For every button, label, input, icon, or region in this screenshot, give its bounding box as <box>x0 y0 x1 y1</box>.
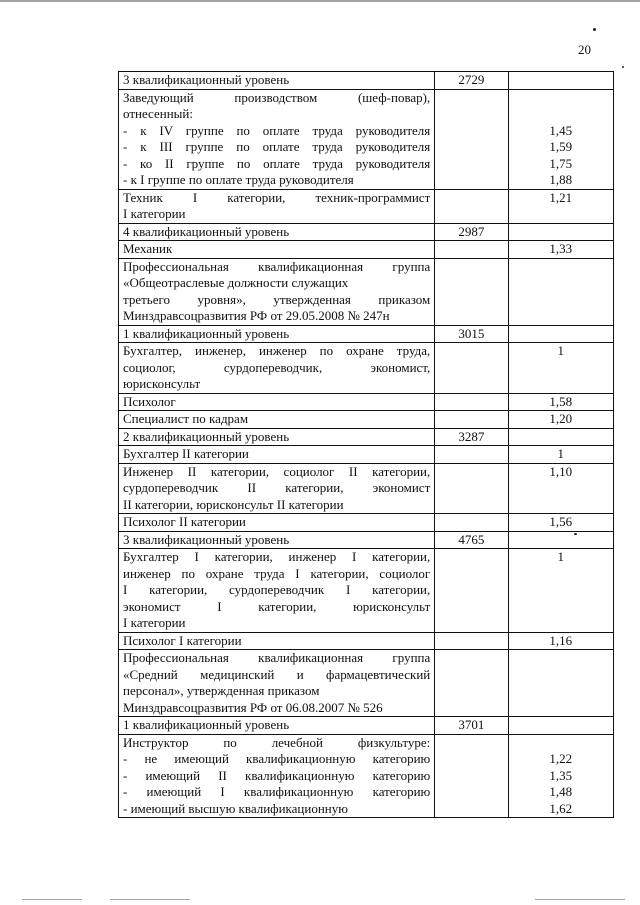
position-text-line: - имеющий высшую квалификационную <box>123 800 348 816</box>
base-salary-cell: 3015 <box>435 325 508 343</box>
base-salary-cell <box>435 650 508 717</box>
coefficient-cell <box>508 514 613 532</box>
coefficient-value: 1,16 <box>549 632 573 648</box>
table-row <box>119 72 614 90</box>
coefficient-value: 1,58 <box>549 393 573 409</box>
base-salary-cell: 3701 <box>435 717 508 735</box>
position-text-line: юрисконсульт <box>123 376 201 391</box>
base-salary-cell: 2729 <box>435 72 508 90</box>
table-row <box>119 89 614 189</box>
position-text-line: - ко II группе по оплате труда руководителя <box>123 155 431 171</box>
position-text-line: II категории, юрисконсульт II категории <box>123 496 344 512</box>
position-cell <box>119 241 435 259</box>
base-salary-cell <box>435 89 508 189</box>
position-cell <box>119 325 435 343</box>
position-cell <box>119 428 435 446</box>
position-text-line: Бухгалтер I категории, инженер I категории, <box>123 549 431 564</box>
position-text-line: I категории <box>123 206 186 221</box>
position-cell <box>119 189 435 223</box>
position-text-line: I категории, сурдопереводчик I категории, <box>123 582 431 597</box>
base-salary-cell: 2987 <box>435 223 508 241</box>
position-text-line: Инструктор по лечебной физкультуре: <box>123 734 431 750</box>
coefficient-value: 1,21 <box>549 189 573 205</box>
position-text-line: 2 квалификационный уровень <box>123 428 290 444</box>
table-row <box>119 632 614 650</box>
position-text-line: Бухгалтер, инженер, инженер по охране труда, <box>123 343 431 358</box>
position-text-line: Техник I категории, техник-программист <box>123 189 431 205</box>
position-cell <box>119 717 435 735</box>
position-text-line: 4 квалификационный уровень <box>123 223 290 239</box>
table-row <box>119 428 614 446</box>
coefficient-value: 1 <box>557 549 565 564</box>
position-cell <box>119 734 435 818</box>
coefficient-value <box>513 90 609 107</box>
base-salary-cell: 4765 <box>435 531 508 549</box>
position-cell <box>119 343 435 394</box>
coefficient-cell <box>508 393 613 411</box>
base-salary-cell <box>435 241 508 259</box>
position-text-line: «Средний медицинский и фармацевтический <box>123 666 431 682</box>
base-salary-cell <box>435 632 508 650</box>
position-text-line: «Общеотраслевые должности служащих <box>123 275 349 290</box>
base-salary-cell: 3287 <box>435 428 508 446</box>
position-text-line: инженер по охране труда I категории, социолог <box>123 565 431 581</box>
coefficient-value: 1,10 <box>549 463 573 479</box>
base-salary-cell <box>435 411 508 429</box>
position-cell <box>119 463 435 514</box>
table-row <box>119 411 614 429</box>
table-row <box>119 393 614 411</box>
table-row <box>119 549 614 633</box>
coefficient-value: 1,45 <box>549 122 573 138</box>
scan-dot <box>622 66 624 68</box>
coefficient-cell <box>508 650 613 717</box>
position-text-line: Профессиональная квалификационная группа <box>123 650 431 665</box>
coefficient-value: 1,88 <box>549 172 573 187</box>
coefficient-value: 1,33 <box>549 241 573 256</box>
position-text-line: Минздравсоцразвития РФ от 29.05.2008 № 247н <box>123 308 390 323</box>
position-text-line: Бухгалтер II категории <box>123 446 249 461</box>
position-text-line: Заведующий производством (шеф-повар), <box>123 89 431 105</box>
scan-dot <box>593 28 596 31</box>
coefficient-cell <box>508 89 613 189</box>
scan-bottom-edge <box>22 899 82 900</box>
position-text-line: - имеющий II квалификационную категорию <box>123 767 431 783</box>
coefficient-cell <box>508 343 613 394</box>
coefficient-value: 1,59 <box>549 139 573 154</box>
coefficient-value: 1,35 <box>549 767 573 783</box>
position-text-line: Профессиональная квалификационная группа <box>123 258 431 274</box>
coefficient-cell <box>508 531 613 549</box>
table-row <box>119 258 614 325</box>
coefficient-value: 1,48 <box>549 784 573 799</box>
coefficient-cell <box>508 734 613 818</box>
position-cell <box>119 411 435 429</box>
base-salary-cell <box>435 343 508 394</box>
coefficient-cell <box>508 717 613 735</box>
position-cell <box>119 89 435 189</box>
position-text-line: Механик <box>123 241 173 256</box>
base-salary-cell <box>435 514 508 532</box>
position-text-line: Психолог <box>123 393 176 409</box>
coefficient-cell <box>508 189 613 223</box>
position-cell <box>119 514 435 532</box>
base-salary-cell <box>435 393 508 411</box>
table-row <box>119 531 614 549</box>
position-text-line: Психолог I категории <box>123 632 242 648</box>
position-text-line: социолог, сурдопереводчик, экономист, <box>123 359 431 375</box>
table-row <box>119 189 614 223</box>
position-text-line: 3 квалификационный уровень <box>123 531 290 547</box>
coefficient-cell <box>508 549 613 633</box>
position-cell <box>119 446 435 464</box>
coefficient-value: 1 <box>557 446 565 461</box>
base-salary-cell <box>435 189 508 223</box>
table-row <box>119 717 614 735</box>
table-row <box>119 446 614 464</box>
position-cell <box>119 549 435 633</box>
table-row <box>119 343 614 394</box>
position-text-line: 1 квалификационный уровень <box>123 717 290 732</box>
position-cell <box>119 393 435 411</box>
scan-bottom-edge <box>535 899 625 900</box>
base-salary-cell <box>435 463 508 514</box>
coefficient-cell <box>508 463 613 514</box>
position-text-line: Минздравсоцразвития РФ от 06.08.2007 № 526 <box>123 699 383 715</box>
position-text-line: третьего уровня», утвержденная приказом <box>123 291 431 307</box>
coefficient-value: 1,56 <box>549 514 573 529</box>
coefficient-cell <box>508 428 613 446</box>
coefficient-value: 1,22 <box>549 751 573 766</box>
table-row <box>119 734 614 818</box>
coefficient-value: 1,75 <box>549 155 573 171</box>
scan-top-edge <box>0 0 640 2</box>
coefficient-value: 1,62 <box>549 800 573 816</box>
base-salary-cell <box>435 258 508 325</box>
coefficient-value <box>513 106 609 123</box>
position-text-line: - к IV группе по оплате труда руководителя <box>123 122 431 138</box>
coefficient-cell <box>508 241 613 259</box>
position-cell <box>119 72 435 90</box>
position-text-line: сурдопереводчик II категории, экономист <box>123 480 431 495</box>
position-text-line: персонал», утвержденная приказом <box>123 683 320 698</box>
position-text-line: Специалист по кадрам <box>123 411 249 426</box>
salary-coefficient-table <box>118 71 614 818</box>
coefficient-cell <box>508 446 613 464</box>
position-text-line: 1 квалификационный уровень <box>123 325 290 341</box>
position-text-line: - к III группе по оплате труда руководителя <box>123 139 431 154</box>
page-number: 20 <box>578 42 591 57</box>
table-row <box>119 650 614 717</box>
coefficient-value: 1 <box>557 343 565 358</box>
table-row <box>119 241 614 259</box>
base-salary-cell <box>435 446 508 464</box>
coefficient-cell <box>508 411 613 429</box>
coefficient-cell <box>508 632 613 650</box>
coefficient-cell <box>508 223 613 241</box>
coefficient-value <box>513 735 609 752</box>
position-text-line: - к I группе по оплате труда руководителя <box>123 172 354 187</box>
position-text-line: экономист I категории, юрисконсульт <box>123 598 431 614</box>
position-text-line: отнесенный: <box>123 106 193 121</box>
coefficient-cell <box>508 325 613 343</box>
position-text-line: Психолог II категории <box>123 514 246 529</box>
coefficient-value: 1,20 <box>549 411 573 426</box>
table-row <box>119 463 614 514</box>
position-text-line: - не имеющий квалификационную категорию <box>123 751 431 766</box>
table-row <box>119 514 614 532</box>
table-row <box>119 223 614 241</box>
base-salary-cell <box>435 734 508 818</box>
base-salary-cell <box>435 549 508 633</box>
position-cell <box>119 632 435 650</box>
scan-bottom-edge <box>110 899 190 900</box>
position-text-line: 3 квалификационный уровень <box>123 72 290 87</box>
position-cell <box>119 258 435 325</box>
coefficient-cell <box>508 258 613 325</box>
coefficient-cell <box>508 72 613 90</box>
position-cell <box>119 223 435 241</box>
position-text-line: - имеющий I квалификационную категорию <box>123 784 431 799</box>
position-text-line: Инженер II категории, социолог II категории, <box>123 463 431 479</box>
position-text-line: I категории <box>123 615 186 630</box>
position-cell <box>119 531 435 549</box>
table-row <box>119 325 614 343</box>
position-cell <box>119 650 435 717</box>
